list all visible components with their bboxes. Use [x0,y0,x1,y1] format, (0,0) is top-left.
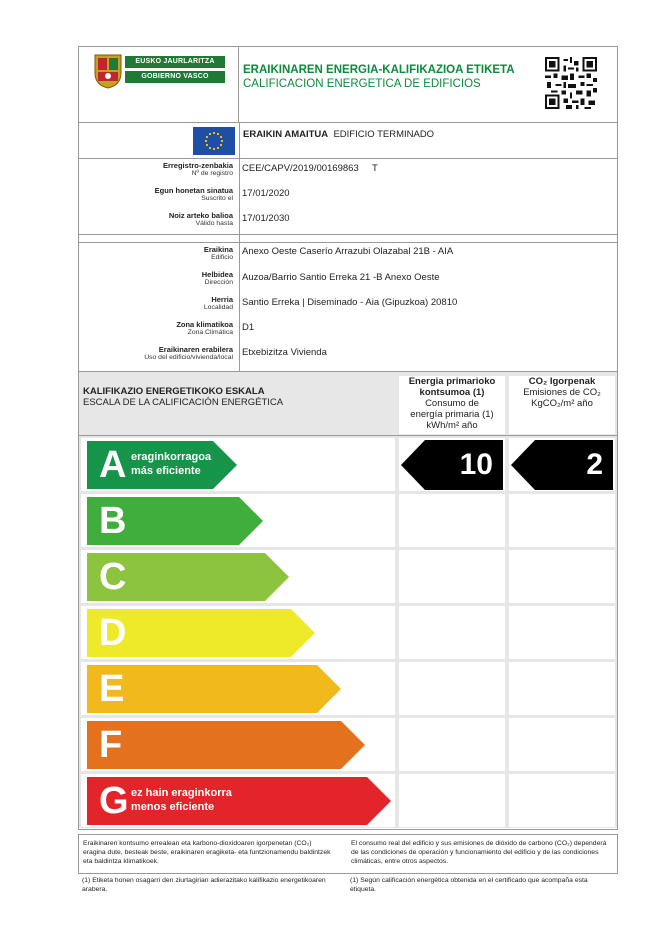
footer-note-basque: Eraikinaren kontsumo errealean eta karbono-dioxidoaren igorpenetan (CO₂) eragina dute, besteak beste, eraikinaren eragiketa- eta funtzionamendu baldintzek eta baldintza klimatikoek. [83,840,331,865]
signed-date: 17/01/2020 [242,188,290,199]
least-efficient-label-basque: ez hain eraginkorra [131,787,232,799]
class-arrow-D [87,609,315,657]
climate-zone-label: Zona klimatikoa Zona Climática [176,320,233,336]
primary-energy-rating [401,440,503,490]
title-basque: ERAIKINAREN ENERGIA-KALIFIKAZIOA ETIKETA [243,64,515,76]
registration-block [79,159,617,235]
class-letter-D: D [99,612,127,654]
class-arrow-E [87,665,341,713]
scale-title: KALIFIKAZIO ENERGETIKOKO ESKALA ESCALA DE LA CALIFICACIÓN ENERGÉTICA [83,386,284,408]
co2-emissions-header: CO₂ Igorpenak Emisiones de CO₂ KgCO₂/m² año [509,376,615,434]
address-label: Helbidea Dirección [201,270,233,286]
class-letter-A: A [99,444,127,486]
registry-number: CEE/CAPV/2019/00169863 T [242,163,378,174]
signed-label: Egun honetan sinatua Suscrito el [154,186,233,202]
co2-rating [511,440,613,490]
energy-label [78,46,618,830]
valid-until-date: 17/01/2030 [242,213,290,224]
logo-text-basque: EUSKO JAURLARITZA [125,56,225,68]
logo-text-spanish: GOBIERNO VASCO [125,71,225,83]
energy-cell-C [399,550,505,603]
class-arrow-B [87,497,263,545]
most-efficient-label-spanish: más eficiente [131,465,201,477]
class-letter-F: F [99,724,123,766]
class-letter-B: B [99,500,127,542]
class-letter-E: E [99,668,125,710]
co2-cell-G [509,774,615,827]
scale-header [79,372,617,436]
primary-energy-header: Energia primarioko kontsumoa (1) Consumo de energía primaria (1) kWh/m² año [399,376,505,434]
footnote-spanish: (1) Según calificación energética obtenida en el certificado que acompaña esta etiqueta. [350,877,588,893]
title-spanish: CALIFICACION ENERGETICA DE EDIFICIOS [243,78,481,90]
class-arrow-F [87,721,365,769]
rating-scale [79,436,617,828]
divider [79,235,617,243]
building-name: Anexo Oeste Caserío Arrazubi Olazabal 21B - AIA [242,246,454,257]
registry-label: Erregistro-zenbakia Nº de registro [162,161,233,177]
class-letter-C: C [99,556,127,598]
coat-of-arms-icon [93,53,123,89]
valid-label: Noiz arteko balioa Válido hasta [168,211,233,227]
use-value: Etxebizitza Vivienda [242,347,327,358]
locality-value: Santio Erreka | Diseminado - Aia (Gipuzkoa) 20810 [242,297,458,308]
qr-code-icon[interactable] [545,57,597,109]
energy-cell-E [399,662,505,715]
footnote-basque: (1) Etiketa honen osagarri den ziurtagirian adierazitako kalifikazio energetikoaren arabera. [82,877,326,893]
building-status: ERAIKIN AMAITUA EDIFICIO TERMINADO [243,129,435,140]
class-arrow-C [87,553,289,601]
co2-cell-D [509,606,615,659]
co2-cell-B [509,494,615,547]
co2-cell-F [509,718,615,771]
energy-cell-F [399,718,505,771]
least-efficient-label-spanish: menos eficiente [131,801,215,813]
government-logo [79,47,239,123]
primary-energy-rating-value: 10 [459,448,493,481]
energy-cell-G [399,774,505,827]
co2-rating-value: 2 [586,448,603,481]
document-title [243,64,533,90]
building-type-row [79,123,617,159]
class-arrow-G [87,777,391,825]
climate-zone-value: D1 [242,322,255,333]
address-value: Auzoa/Barrio Santio Erreka 21 -B Anexo Oeste [242,272,440,283]
locality-label: Herria Localidad [203,295,233,311]
co2-cell-E [509,662,615,715]
class-letter-G: G [99,780,129,822]
footer-notes [78,834,618,874]
building-info-block [79,243,617,372]
energy-cell-B [399,494,505,547]
use-label: Eraikinaren erabilera Uso del edificio/vivienda/local [144,345,233,361]
header [79,47,617,123]
energy-cell-D [399,606,505,659]
class-arrow-A [87,441,237,489]
most-efficient-label-basque: eraginkorragoa [131,451,212,463]
eu-flag-icon [193,127,235,155]
building-label: Eraikina Edificio [203,245,233,261]
co2-cell-C [509,550,615,603]
footer-note-spanish: El consumo real del edificio y sus emisiones de dióxido de carbono (CO₂) dependerá de las condiciones de operación y funcionamiento del edificio y de las condiciones climáticas, entre otros aspectos. [351,840,607,865]
